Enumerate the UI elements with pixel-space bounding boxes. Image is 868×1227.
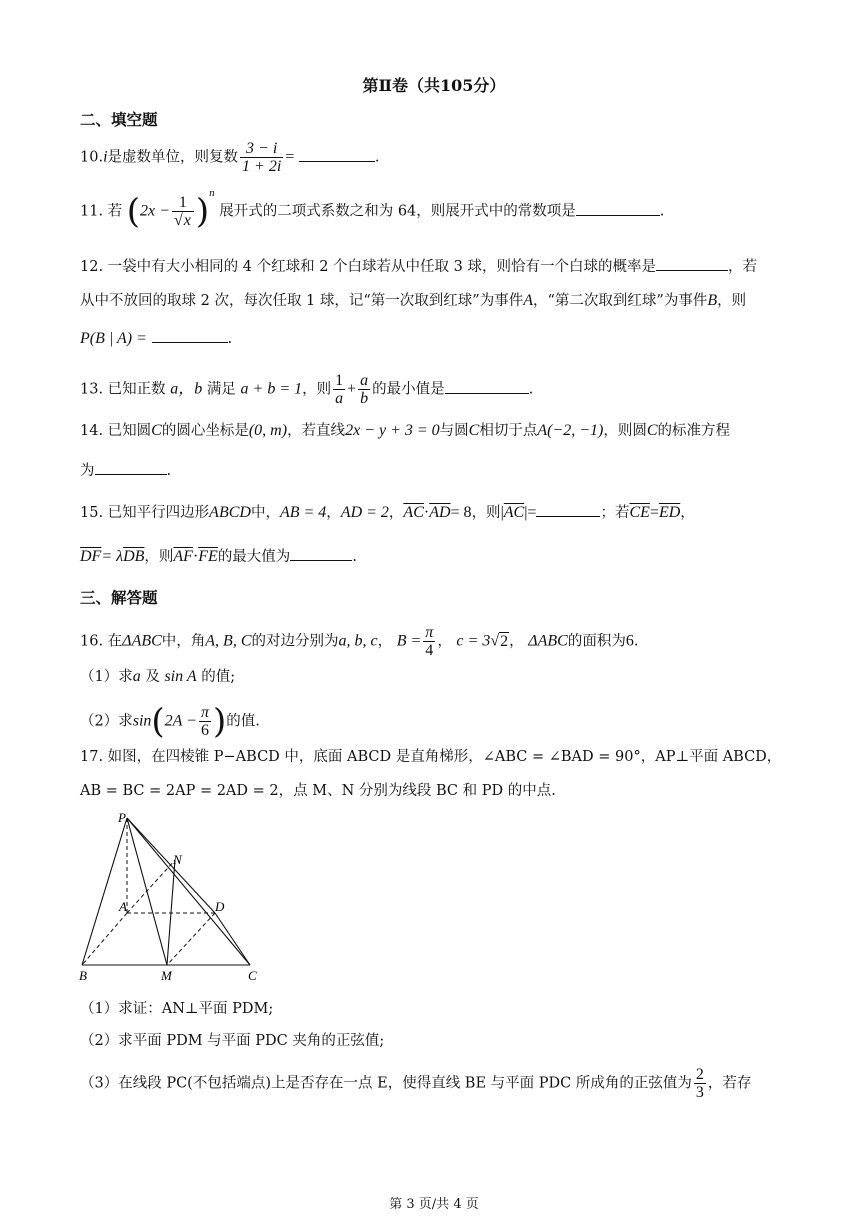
q11-answer-blank[interactable] <box>576 201 660 216</box>
q15-comma: ， <box>680 505 695 521</box>
q13-text-c: 的最小值是 <box>372 381 445 398</box>
question-14-line1 <box>80 420 790 442</box>
q13-f2-den: b <box>360 390 369 407</box>
question-17-line1: 17. 如图，在四棱锥 P−ABCD 中，底面 ABCD 是直角梯形，∠ABC = ∠BAD = 90°，AP⊥平面 ABCD， <box>80 749 782 765</box>
q12-answer-blank-2[interactable] <box>152 328 228 343</box>
q13-cond: a + b = 1 <box>240 380 303 398</box>
question-12-line1 <box>80 256 790 278</box>
q11-frac-num: 1 <box>178 194 187 211</box>
q15-abcd: ABCD <box>209 504 251 521</box>
q14-end: . <box>166 463 172 479</box>
q15-vec-ad: $\overline{AD}$ <box>429 504 451 521</box>
question-17-line2: AB = BC = 2AP = 2AD = 2，点 M、N 分别为线段 BC 和 PD 的中点. <box>80 783 556 799</box>
question-17-part2: （2）求平面 PDM 与平面 PDC 夹角的正弦值; <box>80 1033 385 1049</box>
q15-eq-ce: = <box>649 504 659 521</box>
q11-text: 展开式的二项式系数之和为 64，则展开式中的常数项是 <box>219 203 576 220</box>
q11-expr: 2x − <box>140 202 170 220</box>
q16-angles: A, B, C <box>205 632 252 650</box>
q15-vec-ed: $\overline{ED}$ <box>658 504 681 521</box>
q11-num: 11. 若 <box>80 203 123 220</box>
q16-num: 16. 在 <box>80 633 123 650</box>
q11-lparen: ( <box>126 191 141 232</box>
q10-end: . <box>374 149 380 166</box>
label-b: B <box>79 968 87 983</box>
q16-end: . <box>633 633 639 650</box>
q15-answer-blank-1[interactable] <box>536 502 600 517</box>
q14-line: 2x − y + 3 = 0 <box>345 422 440 439</box>
label-d: D <box>215 899 225 914</box>
q13-f1-num: 1 <box>335 372 344 389</box>
q14-text-e: ，则圆 <box>603 423 647 439</box>
q13-end: . <box>528 381 534 398</box>
q14-text-a: 的圆心坐标是 <box>161 423 249 439</box>
q13-plus: + <box>347 380 357 398</box>
q17-p3-b: ，若存 <box>707 1075 752 1092</box>
q15-answer-blank-2[interactable] <box>290 546 352 561</box>
q16-pi: π <box>425 624 434 641</box>
q16-p2-a: （2）求 <box>80 713 133 730</box>
q13-frac-2 <box>358 372 370 407</box>
q16-pi-over-4 <box>423 624 435 659</box>
q15-eq-abs: = <box>527 504 537 521</box>
q15-vec-ac: $\overline{AC}$ <box>403 504 424 521</box>
q16-lparen: ( <box>151 701 165 742</box>
q13-num: 13. 已知正数 <box>80 381 166 398</box>
q14-c2: C <box>468 422 480 439</box>
edge-pc <box>127 818 250 965</box>
q15-ab: AB = 4 <box>279 504 327 521</box>
q14-c3: C <box>646 422 658 439</box>
q17-frac <box>694 1066 706 1101</box>
q14-answer-blank[interactable] <box>95 460 167 475</box>
q15-vec-db: $\overline{DB}$ <box>123 548 145 565</box>
q15-vec-fe: $\overline{FE}$ <box>198 548 218 565</box>
q13-answer-blank[interactable] <box>445 379 529 394</box>
q16-sqrt-sign: √ <box>490 632 500 650</box>
question-12-line3 <box>80 328 790 350</box>
q13-f1-den: a <box>335 390 344 407</box>
q12-text-2: 从中不放回的取球 2 次，每次任取 1 球，记“第一次取到红球”为事件 <box>80 293 524 309</box>
q16-text-d: 的面积为 <box>567 633 626 650</box>
q14-center: (0, m) <box>248 422 288 439</box>
q15-eq8: = 8 <box>450 504 472 521</box>
q16-p1-sin: sin A <box>164 668 197 685</box>
q10-fraction <box>240 140 283 175</box>
q14-text-d: 相切于点 <box>479 423 538 439</box>
page-footer: 第 3 页/共 4 页 <box>389 1197 479 1212</box>
q16-six: 6 <box>199 721 211 739</box>
q15-sep2: ， <box>388 505 404 521</box>
question-17-part1: （1）求证：AN⊥平面 PDM; <box>80 1001 274 1017</box>
q12-text-1: 12. 一袋中有大小相同的 4 个红球和 2 个白球若从中任取 3 球，则恰有一个白球的概率是 <box>80 259 656 275</box>
label-m: M <box>161 968 172 983</box>
q10-eq: = <box>285 148 295 166</box>
q16-sep2: ， <box>437 633 452 650</box>
q15-text-d: ，则 <box>144 549 174 565</box>
q14-num: 14. 已知圆 <box>80 423 152 439</box>
q17-frac-den: 3 <box>695 1084 704 1101</box>
q15-end: . <box>352 549 357 565</box>
q13-frac-1 <box>333 372 345 407</box>
question-12-line2 <box>80 290 790 312</box>
q16-p1-var: a <box>132 668 141 685</box>
q15-text-b: ，则 <box>471 505 501 521</box>
q14-text-f: 的标准方程 <box>657 423 731 439</box>
q15-vec-af: $\overline{AF}$ <box>173 548 193 565</box>
q15-vec-df: $\overline{DF}$ <box>80 548 102 565</box>
q16-sep1: ， <box>377 633 393 650</box>
q17-p3-a: （3）在线段 PC(不包括端点)上是否存在一点 E，使得直线 BE 与平面 PDC 所成角的正弦值为 <box>80 1075 692 1092</box>
q16-rparen: ) <box>212 701 227 742</box>
q10-answer-blank[interactable] <box>299 147 375 162</box>
q14-c1: C <box>151 422 162 439</box>
q16-text-a: 中，角 <box>161 633 206 650</box>
q15-dot2: · <box>192 548 199 565</box>
q14-text-b: ，若直线 <box>287 423 346 439</box>
q11-frac-den: √x <box>172 211 194 229</box>
question-16 <box>80 624 790 659</box>
edge-dc <box>215 913 250 965</box>
question-15-line1 <box>80 502 790 524</box>
q11-power: n <box>209 186 215 199</box>
q16-text-b: 的对边分别为 <box>251 633 339 650</box>
q17-frac-num: 2 <box>695 1066 704 1083</box>
q15-num: 15. 已知平行四边形 <box>80 505 210 521</box>
q12-text-2b: ，“第二次取到红球”为事件 <box>533 293 708 309</box>
q11-rparen: ) <box>195 191 210 232</box>
q11-fraction <box>172 194 194 229</box>
q12-text-2c: ，则 <box>717 293 747 309</box>
edge-pb <box>82 818 127 965</box>
question-11 <box>80 186 790 232</box>
q14-line2: 为 <box>80 463 95 479</box>
q15-dot1: · <box>423 504 430 521</box>
q16-four: 4 <box>423 641 435 659</box>
q16-p2-b: 的值. <box>226 713 260 730</box>
q13-f2-num: a <box>360 372 369 389</box>
q16-p2-expr: 2A − <box>164 712 197 730</box>
q12-answer-blank-1[interactable] <box>656 256 728 271</box>
question-14-line2 <box>80 460 790 482</box>
q15-text-e: 的最大值为 <box>217 549 291 565</box>
q12-text-1b: ，若 <box>728 259 757 275</box>
label-c: C <box>248 968 257 983</box>
q10-frac-num: 3 − i <box>246 140 278 157</box>
q15-ad: AD = 2 <box>340 504 389 521</box>
section-solve: 三、解答题 <box>80 588 158 607</box>
q16-p1-c: 的值; <box>201 669 236 685</box>
q13-vars: a，b <box>170 380 203 398</box>
q12-end: . <box>227 331 233 347</box>
q16-pi-over-6 <box>199 704 211 739</box>
pyramid-figure <box>72 808 272 986</box>
q14-point: A(−2, −1) <box>537 422 604 439</box>
label-p: P <box>118 810 126 825</box>
label-a: A <box>119 899 127 914</box>
question-16-part1 <box>80 666 790 688</box>
label-n: N <box>173 852 182 867</box>
question-10 <box>80 140 790 175</box>
q16-b-eq: B = <box>396 632 422 650</box>
q15-text-a: 中， <box>250 505 280 521</box>
question-13 <box>80 372 790 407</box>
q15-text-c: ；若 <box>600 505 630 521</box>
q10-num: 10. <box>80 149 104 166</box>
q16-area: 6 <box>625 632 634 650</box>
q16-tri: ΔABC <box>122 632 162 650</box>
q14-text-c: 与圆 <box>439 423 469 439</box>
q10-frac-den: 1 + 2i <box>242 158 282 175</box>
q12-event-b: B <box>707 292 718 309</box>
q16-p1-a: （1）求 <box>80 669 133 685</box>
q10-var-i: i <box>103 148 108 166</box>
question-15-line2 <box>80 546 790 568</box>
edge-ab <box>82 913 127 965</box>
edge-dm <box>167 913 215 965</box>
q10-text: 是虚数单位，则复数 <box>107 149 239 166</box>
q12-event-a: A <box>523 292 533 309</box>
question-17-part3 <box>80 1066 790 1101</box>
section-fill-in: 二、填空题 <box>80 110 158 129</box>
q15-abs-right: | <box>524 504 528 521</box>
q16-sides: a, b, c <box>338 632 378 650</box>
q15-eq-lambda: = λ <box>101 548 124 565</box>
q16-p2-sin: sin <box>132 712 152 730</box>
q16-tri-2: ΔABC <box>528 632 568 650</box>
q11-end: . <box>659 203 665 220</box>
q16-c-eq: c = 3 <box>456 632 491 650</box>
q13-text-a: 满足 <box>206 381 236 398</box>
q15-abs-left: | <box>500 504 504 521</box>
q15-vec-ce: $\overline{CE}$ <box>629 504 650 521</box>
q16-sep3: ， <box>509 633 524 650</box>
q15-abs-ac: $\overline{AC}$ <box>503 504 525 521</box>
q15-sep1: ， <box>326 505 341 521</box>
q16-pi-2: π <box>200 704 209 721</box>
q16-sqrt2: 2 <box>500 632 509 650</box>
q16-p1-b: 及 <box>145 669 160 685</box>
question-16-part2 <box>80 701 790 742</box>
page-title: 第Ⅱ卷（共105分） <box>362 76 506 95</box>
q13-text-b: ，则 <box>302 381 332 398</box>
q12-expr: P(B | A) = <box>80 330 147 347</box>
